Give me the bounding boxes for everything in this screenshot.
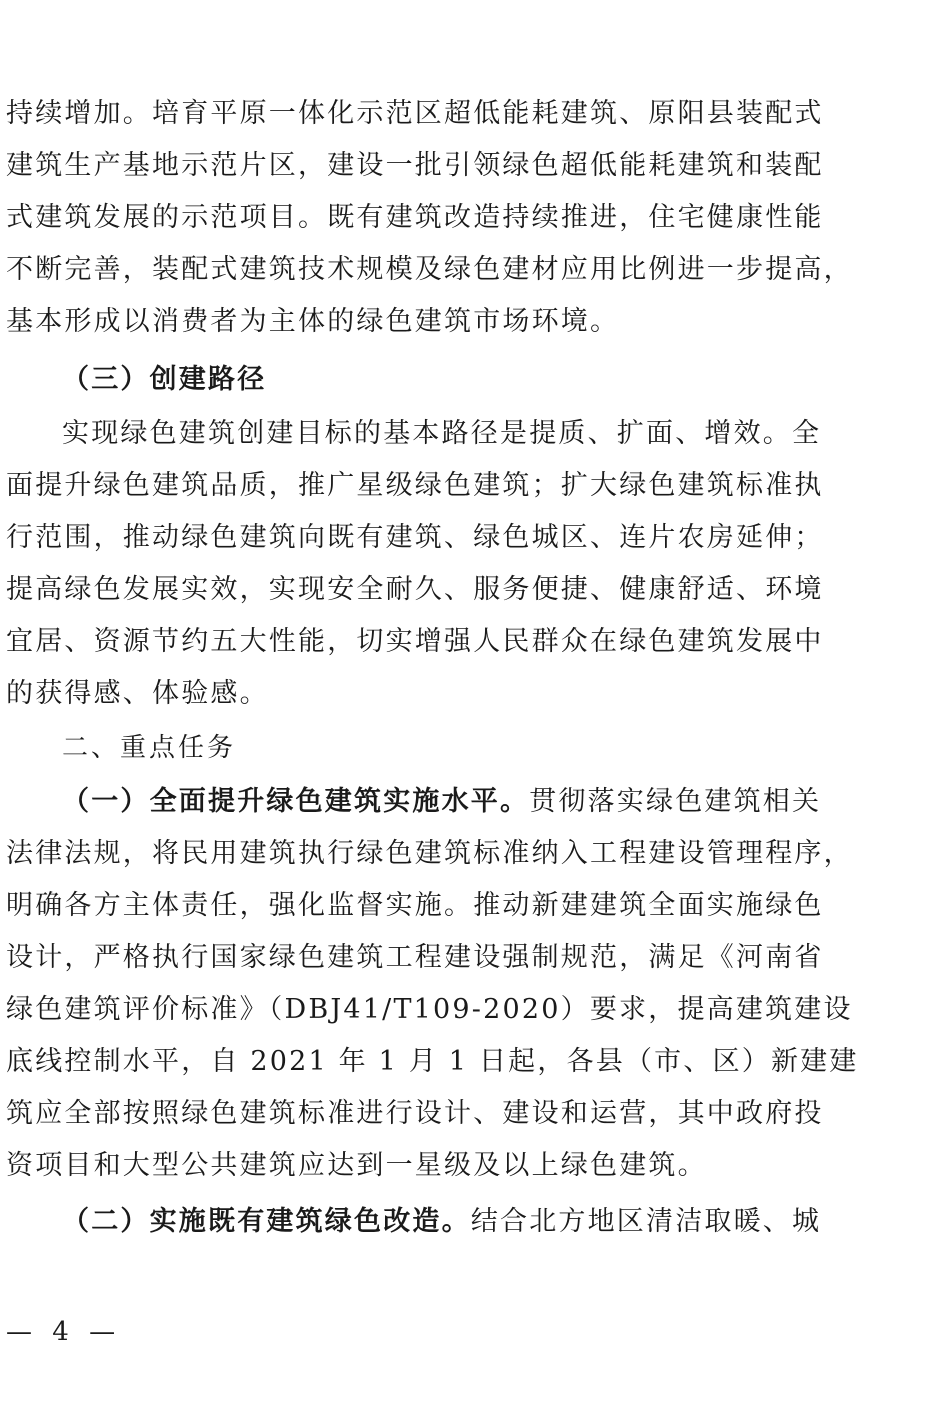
body-line: 持续增加。培育平原一体化示范区超低能耗建筑、原阳县装配式 <box>6 98 824 129</box>
body-line: 实现绿色建筑创建目标的基本路径是提质、扩面、增效。全 <box>62 418 822 449</box>
body-line: 明确各方主体责任，强化监督实施。推动新建建筑全面实施绿色 <box>6 890 824 921</box>
task1-first-rest: 贯彻落实绿色建筑相关 <box>529 786 822 817</box>
body-line: 不断完善，装配式建筑技术规模及绿色建材应用比例进一步提高， <box>6 254 853 285</box>
task2-first-rest: 结合北方地区清洁取暖、城 <box>470 1206 822 1237</box>
body-line: 宜居、资源节约五大性能，切实增强人民群众在绿色建筑发展中 <box>6 626 824 657</box>
body-line: 设计，严格执行国家绿色建筑工程建设强制规范，满足《河南省 <box>6 942 824 973</box>
task1-heading: （一）全面提升绿色建筑实施水平。 <box>62 786 530 817</box>
task2-heading: （二）实施既有建筑绿色改造。 <box>62 1206 471 1237</box>
body-line: 行范围，推动绿色建筑向既有建筑、绿色城区、连片农房延伸； <box>6 522 824 553</box>
task1-first-line <box>62 776 932 828</box>
task2-first-line <box>62 1196 932 1248</box>
section-title-key-tasks: 二、重点任务 <box>62 733 237 763</box>
body-line: 资项目和大型公共建筑应达到一星级及以上绿色建筑。 <box>6 1150 707 1181</box>
page-number: — 4 — <box>6 1317 122 1347</box>
body-line: 底线控制水平，自 2021 年 1 月 1 日起，各县（市、区）新建建 <box>6 1046 859 1077</box>
body-line: 建筑生产基地示范片区，建设一批引领绿色超低能耗建筑和装配 <box>6 150 824 181</box>
body-line: 提高绿色发展实效，实现安全耐久、服务便捷、健康舒适、环境 <box>6 574 824 605</box>
body-line: 基本形成以消费者为主体的绿色建筑市场环境。 <box>6 306 620 337</box>
body-line: 的获得感、体验感。 <box>6 678 269 709</box>
body-line: 式建筑发展的示范项目。既有建筑改造持续推进，住宅健康性能 <box>6 202 824 233</box>
body-line: 法律法规，将民用建筑执行绿色建筑标准纳入工程建设管理程序， <box>6 838 853 869</box>
body-line: 绿色建筑评价标准》（DBJ41/T109-2020）要求，提高建筑建设 <box>6 994 853 1025</box>
body-line: 面提升绿色建筑品质，推广星级绿色建筑；扩大绿色建筑标准执 <box>6 470 824 501</box>
body-line: 筑应全部按照绿色建筑标准进行设计、建设和运营，其中政府投 <box>6 1098 824 1129</box>
subsection-title-creation-path: （三）创建路径 <box>62 364 267 395</box>
